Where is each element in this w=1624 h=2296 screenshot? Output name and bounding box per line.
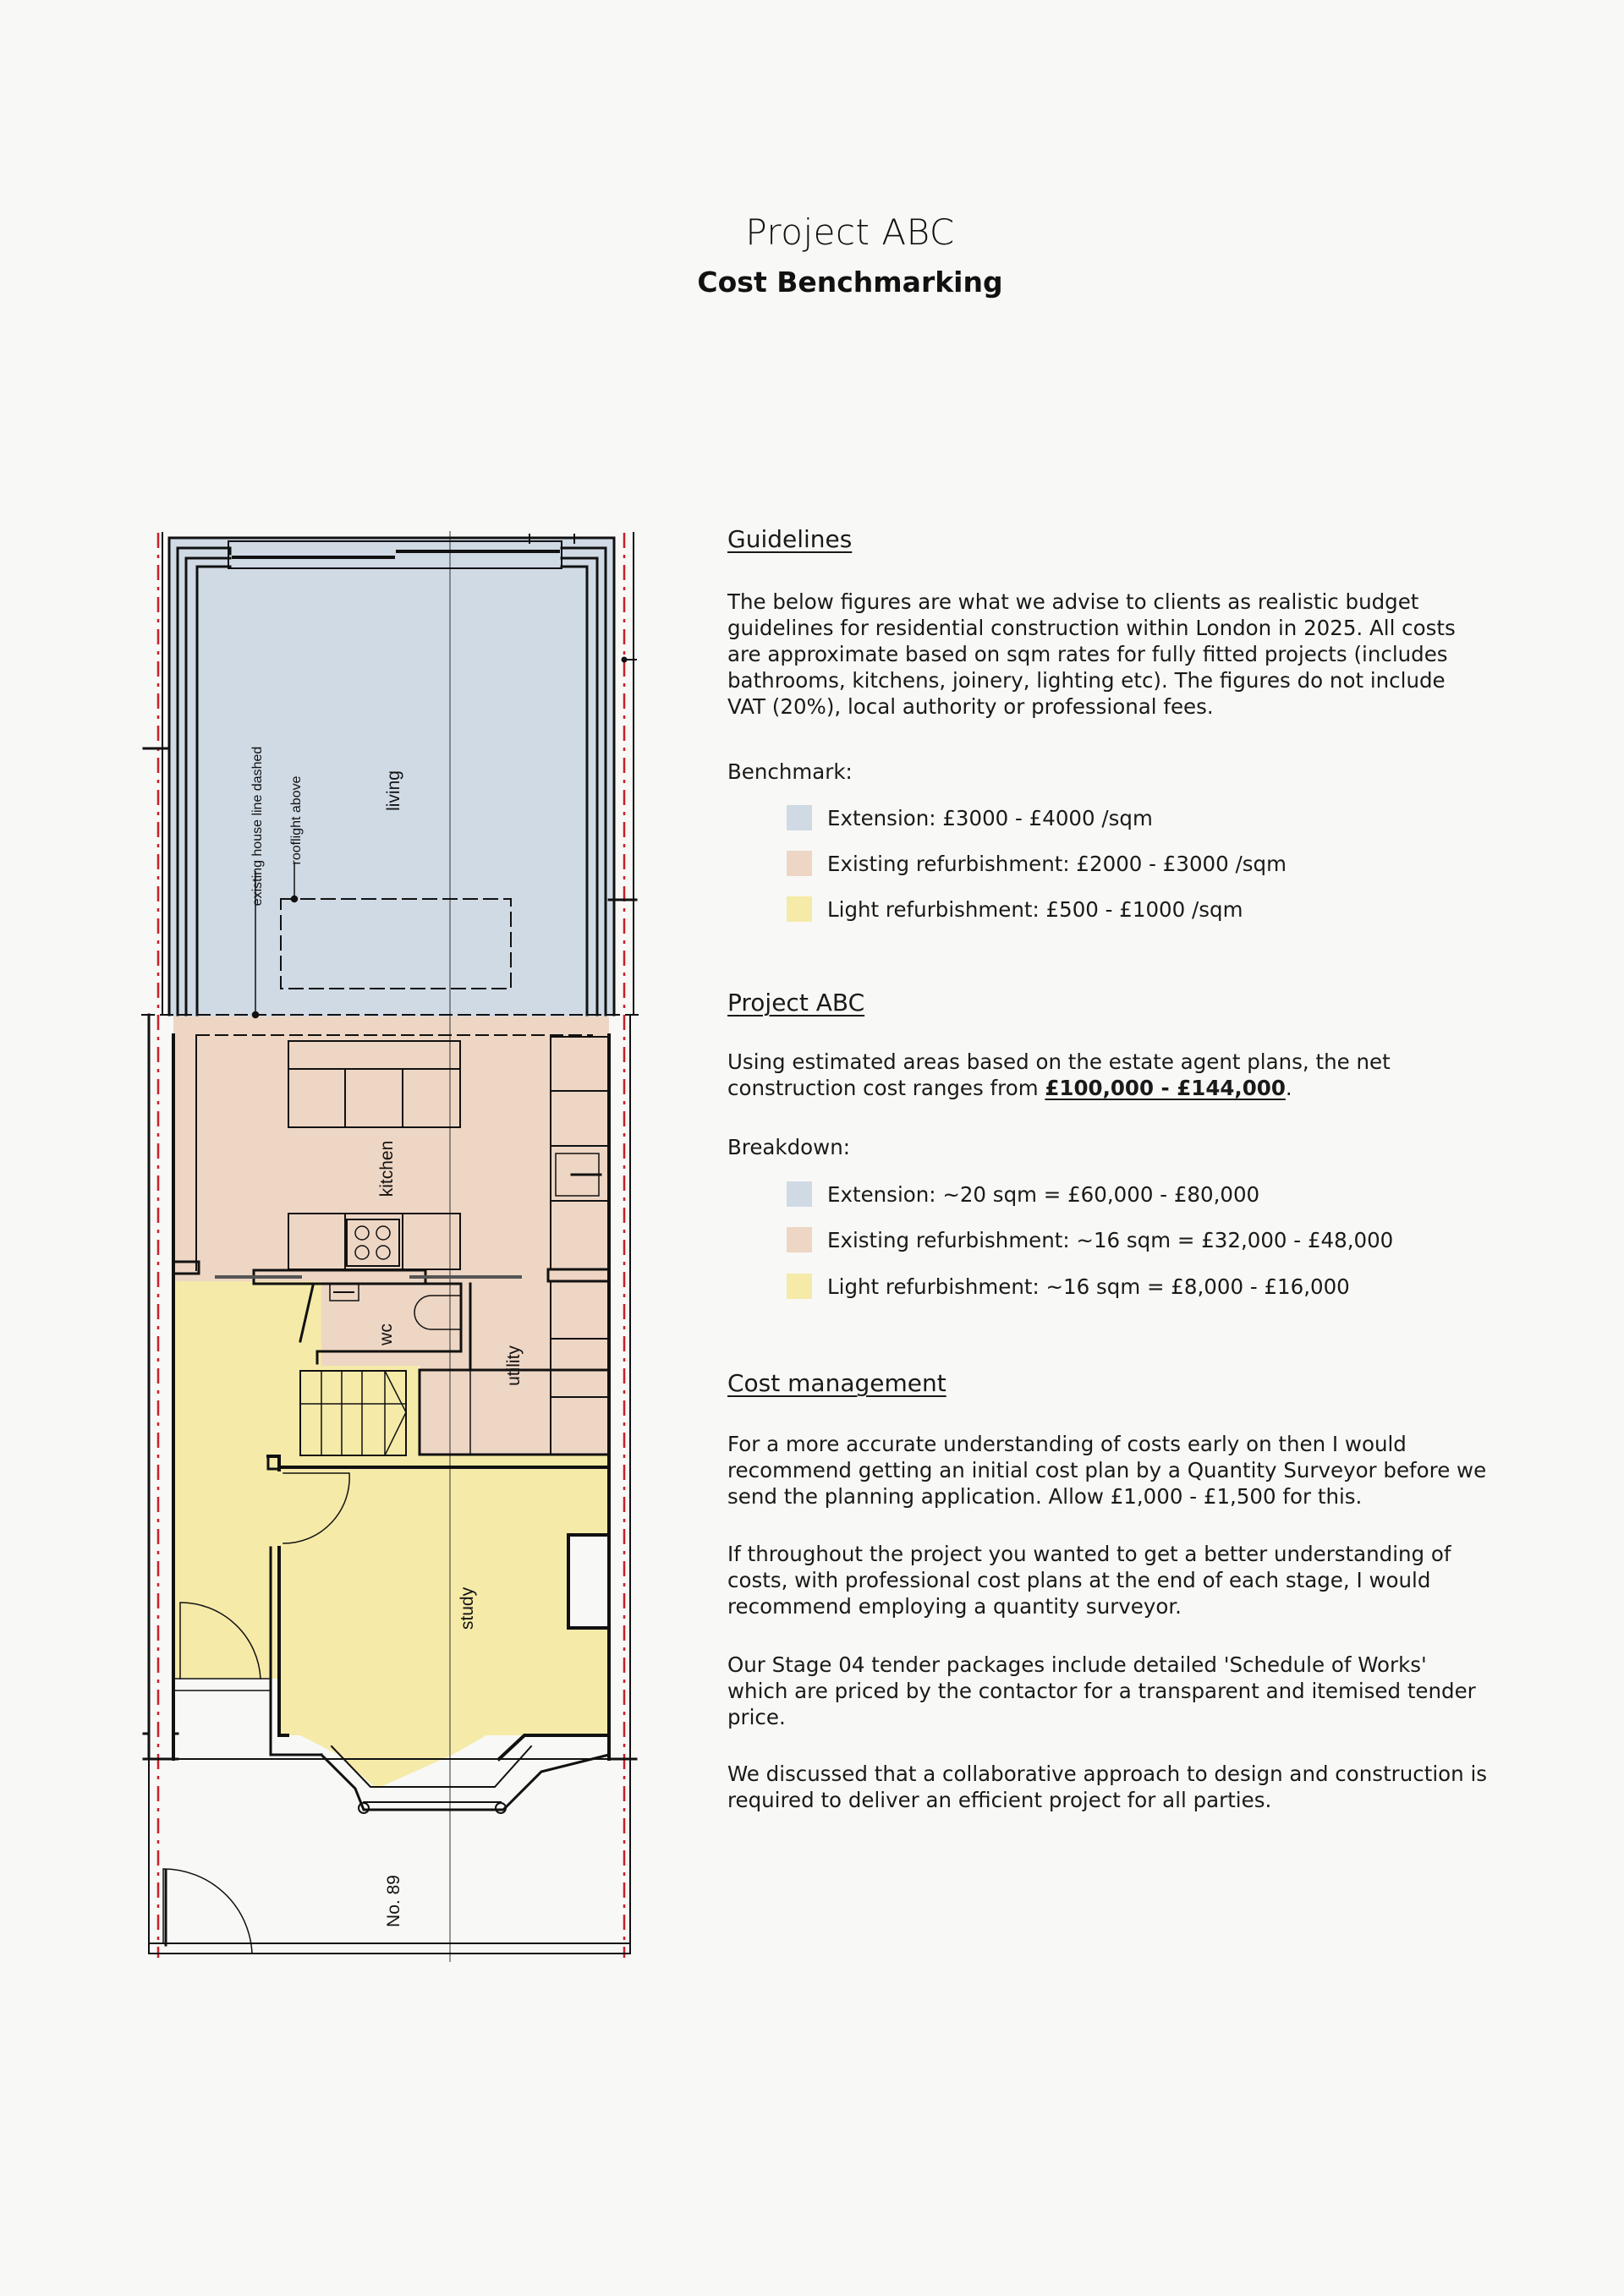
page-subtitle: Cost Benchmarking	[697, 266, 1003, 299]
benchmark-item-label: Existing refurbishment: £2000 - £3000 /sqm	[827, 851, 1287, 876]
rooflight-annotation: rooflight above	[289, 775, 304, 865]
existing-refurbishment-swatch	[787, 1227, 812, 1252]
guidelines-paragraph: The below figures are what we advise to clients as realistic budget guidelines for residential construction within London in 2025. All costs are approximate based on sqm rates for fully fitted projects (includes bathrooms, kitchens, joinery, lighting etc). The figures do not include VAT (20%), local authority or professional fees.	[727, 589, 1456, 719]
cost-management-paragraph-1: For a more accurate understanding of costs early on then I would recommend getting an initial cost plan by a Quantity Surveyor before we send the planning application. Allow £1,000 - £1,500 for this.	[727, 1432, 1487, 1509]
extension-swatch	[787, 1181, 812, 1207]
extension-swatch	[787, 805, 812, 830]
guidelines-heading: Guidelines	[727, 525, 853, 553]
room-label-utility: utility	[504, 1345, 524, 1386]
breakdown-item-light-refurbishment	[787, 1274, 1350, 1299]
benchmark-label: Benchmark:	[727, 759, 853, 784]
light-refurbishment-swatch	[787, 1274, 812, 1299]
study-zone	[279, 1467, 609, 1789]
room-label-kitchen: kitchen	[377, 1140, 397, 1197]
project-cost-range: £100,000 - £144,000	[1045, 1076, 1286, 1100]
cost-management-paragraph-3: Our Stage 04 tender packages include detailed 'Schedule of Works' which are priced by the contactor for a transparent and itemised tender price.	[727, 1652, 1476, 1729]
existing-refurbishment-swatch	[787, 851, 812, 876]
benchmark-item-light-refurbishment	[787, 896, 1243, 922]
project-heading: Project ABC	[727, 989, 865, 1016]
room-label-living: living	[384, 770, 403, 811]
breakdown-label: Breakdown:	[727, 1135, 850, 1159]
project-paragraph-text: Using estimated areas based on the estate agent plans, the net construction cost ranges from	[727, 1049, 1391, 1100]
project-paragraph-end: .	[1285, 1076, 1292, 1100]
cost-management-heading: Cost management	[727, 1369, 946, 1397]
room-label-study: study	[458, 1586, 477, 1630]
benchmark-item-label: Extension: £3000 - £4000 /sqm	[827, 805, 1153, 830]
benchmark-item-extension	[787, 805, 1153, 830]
cost-management-paragraph-4: We discussed that a collaborative approach to design and construction is required to deliver an efficient project for all parties.	[727, 1762, 1488, 1812]
breakdown-item-label: Extension: ~20 sqm = £60,000 - £80,000	[827, 1181, 1260, 1207]
benchmark-item-existing-refurbishment	[787, 851, 1287, 876]
benchmark-item-label: Light refurbishment: £500 - £1000 /sqm	[827, 896, 1243, 922]
breakdown-item-label: Light refurbishment: ~16 sqm = £8,000 - £16,000	[827, 1274, 1350, 1299]
breakdown-item-extension	[787, 1181, 1259, 1207]
existing-house-line-annotation: existing house line dashed	[250, 746, 265, 907]
light-refurbishment-swatch	[787, 896, 812, 922]
stair-zone	[300, 1366, 419, 1459]
page-title: Project ABC	[745, 211, 955, 253]
breakdown-item-label: Existing refurbishment: ~16 sqm = £32,000 - £48,000	[827, 1227, 1394, 1252]
project-paragraph	[727, 1049, 1489, 1101]
room-label-wc: wc	[376, 1323, 396, 1345]
cost-management-paragraph-2: If throughout the project you wanted to get a better understanding of costs, with professional cost plans at the end of each stage, I would recommend employing a quantity surveyor.	[727, 1542, 1451, 1619]
breakdown-item-existing-refurbishment	[787, 1227, 1393, 1252]
house-number-label: No. 89	[384, 1875, 403, 1927]
